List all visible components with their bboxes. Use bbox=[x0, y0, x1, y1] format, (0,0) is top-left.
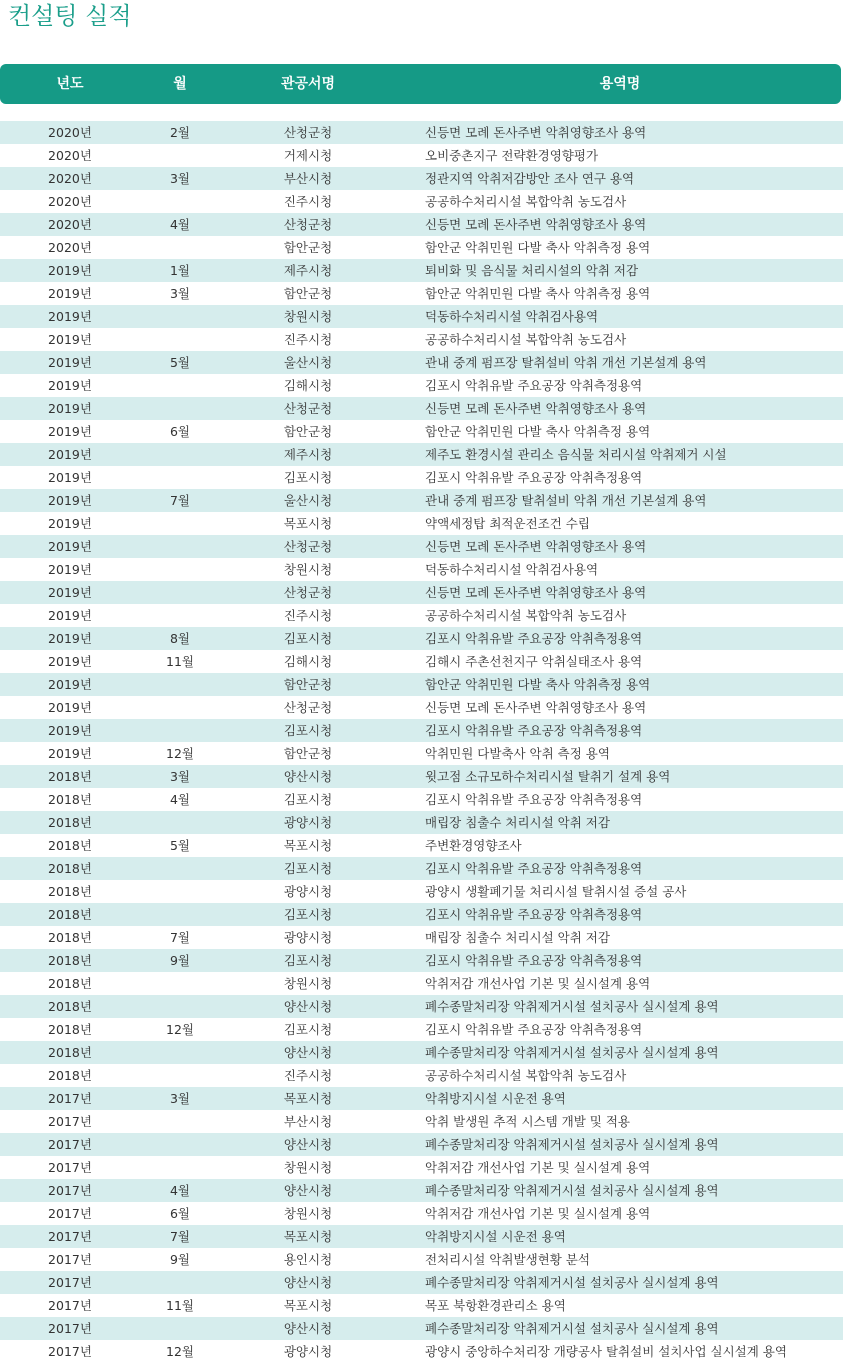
header-year: 년도 bbox=[56, 76, 84, 92]
cell-project: 공공하수처리시설 복합악취 농도검사 bbox=[425, 1068, 627, 1083]
table-row bbox=[0, 213, 843, 236]
cell-month: 3월 bbox=[169, 769, 191, 784]
table-row bbox=[0, 558, 843, 581]
header-project: 용역명 bbox=[599, 76, 641, 92]
cell-office: 용인시청 bbox=[283, 1252, 333, 1267]
cell-office: 양산시청 bbox=[283, 1321, 333, 1336]
cell-year: 2019년 bbox=[48, 654, 92, 669]
header-month: 월 bbox=[173, 76, 187, 92]
cell-project: 정관지역 악취저감방안 조사 연구 용역 bbox=[425, 171, 635, 186]
cell-office: 김포시청 bbox=[283, 470, 333, 485]
cell-project: 함안군 악취민원 다발 축사 악취측정 용역 bbox=[425, 677, 651, 692]
table-row bbox=[0, 489, 843, 512]
cell-year: 2020년 bbox=[48, 125, 92, 140]
cell-year: 2017년 bbox=[48, 1183, 92, 1198]
cell-office: 함안군청 bbox=[283, 677, 333, 692]
table-row bbox=[0, 604, 843, 627]
cell-year: 2019년 bbox=[48, 470, 92, 485]
cell-year: 2019년 bbox=[48, 608, 92, 623]
cell-year: 2017년 bbox=[48, 1114, 92, 1129]
table-row bbox=[0, 696, 843, 719]
cell-month: 5월 bbox=[169, 355, 191, 370]
cell-project: 함안군 악취민원 다발 축사 악취측정 용역 bbox=[425, 424, 651, 439]
cell-year: 2019년 bbox=[48, 355, 92, 370]
cell-year: 2019년 bbox=[48, 746, 92, 761]
cell-year: 2020년 bbox=[48, 148, 92, 163]
table-row bbox=[0, 236, 843, 259]
cell-project: 김포시 악취유발 주요공장 악취측정용역 bbox=[425, 631, 643, 646]
table-row bbox=[0, 1133, 843, 1156]
table-row bbox=[0, 167, 843, 190]
table-row bbox=[0, 305, 843, 328]
cell-office: 김포시청 bbox=[283, 723, 333, 738]
cell-project: 신등면 모례 돈사주변 악취영향조사 용역 bbox=[425, 217, 647, 232]
cell-office: 산청군청 bbox=[283, 217, 333, 232]
cell-office: 김포시청 bbox=[283, 953, 333, 968]
cell-project: 폐수종말처리장 악취제거시설 설치공사 실시설계 용역 bbox=[425, 1183, 719, 1198]
cell-project: 김포시 악취유발 주요공장 악취측정용역 bbox=[425, 861, 643, 876]
cell-month: 3월 bbox=[169, 286, 191, 301]
table-row bbox=[0, 374, 843, 397]
cell-project: 윗고점 소규모하수처리시설 탈취기 설계 용역 bbox=[425, 769, 671, 784]
cell-month: 4월 bbox=[169, 1183, 191, 1198]
cell-project: 악취저감 개선사업 기본 및 실시설계 용역 bbox=[425, 1160, 651, 1175]
cell-project: 김포시 악취유발 주요공장 악취측정용역 bbox=[425, 723, 643, 738]
cell-month: 6월 bbox=[169, 1206, 191, 1221]
cell-office: 양산시청 bbox=[283, 999, 333, 1014]
cell-office: 산청군청 bbox=[283, 585, 333, 600]
cell-office: 제주시청 bbox=[283, 263, 333, 278]
cell-project: 김포시 악취유발 주요공장 악취측정용역 bbox=[425, 1022, 643, 1037]
cell-project: 전처리시설 악취발생현황 분석 bbox=[425, 1252, 590, 1267]
table-row bbox=[0, 880, 843, 903]
cell-year: 2018년 bbox=[48, 1068, 92, 1083]
cell-month: 5월 bbox=[169, 838, 191, 853]
cell-project: 덕동하수처리시설 악취검사용역 bbox=[425, 309, 599, 324]
cell-year: 2017년 bbox=[48, 1298, 92, 1313]
cell-year: 2019년 bbox=[48, 562, 92, 577]
cell-project: 퇴비화 및 음식물 처리시설의 악취 저감 bbox=[425, 263, 639, 278]
table-row bbox=[0, 926, 843, 949]
table-row bbox=[0, 535, 843, 558]
cell-project: 공공하수처리시설 복합악취 농도검사 bbox=[425, 194, 627, 209]
cell-year: 2020년 bbox=[48, 194, 92, 209]
table-row bbox=[0, 903, 843, 926]
table-row bbox=[0, 121, 843, 144]
cell-year: 2018년 bbox=[48, 930, 92, 945]
cell-project: 덕동하수처리시설 악취검사용역 bbox=[425, 562, 599, 577]
cell-month: 4월 bbox=[169, 217, 191, 232]
cell-office: 진주시청 bbox=[283, 1068, 333, 1083]
cell-project: 김포시 악취유발 주요공장 악취측정용역 bbox=[425, 470, 643, 485]
cell-year: 2020년 bbox=[48, 171, 92, 186]
cell-office: 창원시청 bbox=[283, 1206, 333, 1221]
cell-office: 진주시청 bbox=[283, 194, 333, 209]
cell-office: 진주시청 bbox=[283, 332, 333, 347]
cell-month: 11월 bbox=[166, 1298, 194, 1313]
table-row bbox=[0, 328, 843, 351]
cell-project: 악취방지시설 시운전 용역 bbox=[425, 1091, 566, 1106]
cell-year: 2019년 bbox=[48, 401, 92, 416]
cell-month: 12월 bbox=[166, 1344, 194, 1359]
cell-year: 2017년 bbox=[48, 1344, 92, 1359]
header-office: 관공서명 bbox=[280, 76, 336, 92]
table-row bbox=[0, 190, 843, 213]
cell-office: 진주시청 bbox=[283, 608, 333, 623]
cell-year: 2018년 bbox=[48, 792, 92, 807]
table-row bbox=[0, 1064, 843, 1087]
cell-year: 2019년 bbox=[48, 263, 92, 278]
cell-month: 7월 bbox=[169, 493, 191, 508]
cell-year: 2019년 bbox=[48, 631, 92, 646]
cell-office: 목포시청 bbox=[283, 1229, 333, 1244]
table-row bbox=[0, 673, 843, 696]
cell-year: 2019년 bbox=[48, 332, 92, 347]
cell-project: 폐수종말처리장 악취제거시설 설치공사 실시설계 용역 bbox=[425, 1321, 719, 1336]
cell-year: 2019년 bbox=[48, 677, 92, 692]
cell-year: 2018년 bbox=[48, 1045, 92, 1060]
cell-year: 2019년 bbox=[48, 493, 92, 508]
table-row bbox=[0, 627, 843, 650]
cell-project: 폐수종말처리장 악취제거시설 설치공사 실시설계 용역 bbox=[425, 1275, 719, 1290]
cell-year: 2017년 bbox=[48, 1275, 92, 1290]
cell-project: 신등면 모례 돈사주변 악취영향조사 용역 bbox=[425, 539, 647, 554]
cell-year: 2017년 bbox=[48, 1091, 92, 1106]
cell-year: 2019년 bbox=[48, 447, 92, 462]
table-row bbox=[0, 443, 843, 466]
table-row bbox=[0, 1179, 843, 1202]
cell-month: 8월 bbox=[169, 631, 191, 646]
cell-year: 2019년 bbox=[48, 700, 92, 715]
cell-office: 양산시청 bbox=[283, 1183, 333, 1198]
cell-year: 2018년 bbox=[48, 976, 92, 991]
cell-month: 12월 bbox=[166, 746, 194, 761]
cell-project: 폐수종말처리장 악취제거시설 설치공사 실시설계 용역 bbox=[425, 1137, 719, 1152]
cell-office: 창원시청 bbox=[283, 562, 333, 577]
cell-project: 악취저감 개선사업 기본 및 실시설계 용역 bbox=[425, 976, 651, 991]
table-row bbox=[0, 282, 843, 305]
cell-project: 오비중촌지구 전략환경영향평가 bbox=[425, 148, 599, 163]
cell-office: 함안군청 bbox=[283, 424, 333, 439]
cell-year: 2019년 bbox=[48, 378, 92, 393]
cell-office: 함안군청 bbox=[283, 240, 333, 255]
cell-office: 부산시청 bbox=[283, 1114, 333, 1129]
cell-project: 매립장 침출수 처리시설 악취 저감 bbox=[425, 815, 610, 830]
cell-office: 김포시청 bbox=[283, 861, 333, 876]
cell-year: 2020년 bbox=[48, 240, 92, 255]
cell-year: 2018년 bbox=[48, 1022, 92, 1037]
table-row bbox=[0, 1110, 843, 1133]
cell-year: 2017년 bbox=[48, 1137, 92, 1152]
cell-office: 광양시청 bbox=[283, 930, 333, 945]
cell-office: 김포시청 bbox=[283, 792, 333, 807]
cell-year: 2017년 bbox=[48, 1321, 92, 1336]
cell-project: 광양시 생활폐기물 처리시설 탈취시설 증설 공사 bbox=[425, 884, 687, 899]
cell-year: 2017년 bbox=[48, 1229, 92, 1244]
cell-office: 창원시청 bbox=[283, 309, 333, 324]
cell-office: 제주시청 bbox=[283, 447, 333, 462]
cell-year: 2019년 bbox=[48, 286, 92, 301]
cell-office: 함안군청 bbox=[283, 746, 333, 761]
table-header bbox=[0, 64, 841, 104]
table-row bbox=[0, 1248, 843, 1271]
cell-project: 신등면 모례 돈사주변 악취영향조사 용역 bbox=[425, 125, 647, 140]
cell-office: 목포시청 bbox=[283, 516, 333, 531]
cell-year: 2019년 bbox=[48, 309, 92, 324]
page-title: 컨설팅 실적 bbox=[8, 2, 132, 30]
table-row bbox=[0, 512, 843, 535]
cell-project: 주변환경영향조사 bbox=[425, 838, 522, 853]
cell-year: 2019년 bbox=[48, 516, 92, 531]
cell-month: 7월 bbox=[169, 1229, 191, 1244]
cell-month: 11월 bbox=[166, 654, 194, 669]
cell-project: 악취민원 다발축사 악취 측정 용역 bbox=[425, 746, 610, 761]
cell-office: 산청군청 bbox=[283, 401, 333, 416]
cell-office: 김포시청 bbox=[283, 1022, 333, 1037]
table-row bbox=[0, 995, 843, 1018]
cell-project: 제주도 환경시설 관리소 음식물 처리시설 악취제거 시설 bbox=[425, 447, 727, 462]
cell-project: 김포시 악취유발 주요공장 악취측정용역 bbox=[425, 953, 643, 968]
table-row bbox=[0, 834, 843, 857]
table-row bbox=[0, 351, 843, 374]
table-row bbox=[0, 1018, 843, 1041]
cell-year: 2019년 bbox=[48, 424, 92, 439]
cell-project: 악취 발생원 추적 시스템 개발 및 적용 bbox=[425, 1114, 630, 1129]
cell-office: 김해시청 bbox=[283, 654, 333, 669]
cell-office: 목포시청 bbox=[283, 838, 333, 853]
table-row bbox=[0, 1294, 843, 1317]
cell-office: 산청군청 bbox=[283, 539, 333, 554]
cell-month: 9월 bbox=[169, 1252, 191, 1267]
cell-office: 함안군청 bbox=[283, 286, 333, 301]
cell-year: 2018년 bbox=[48, 953, 92, 968]
cell-project: 광양시 중앙하수처리장 개량공사 탈취설비 설치사업 실시설계 용역 bbox=[425, 1344, 787, 1359]
table-row bbox=[0, 466, 843, 489]
cell-year: 2018년 bbox=[48, 999, 92, 1014]
table-row bbox=[0, 397, 843, 420]
cell-year: 2018년 bbox=[48, 861, 92, 876]
cell-office: 산청군청 bbox=[283, 700, 333, 715]
cell-month: 7월 bbox=[169, 930, 191, 945]
cell-office: 울산시청 bbox=[283, 355, 333, 370]
cell-office: 울산시청 bbox=[283, 493, 333, 508]
cell-project: 김해시 주촌선천지구 악취실태조사 용역 bbox=[425, 654, 643, 669]
cell-project: 김포시 악취유발 주요공장 악취측정용역 bbox=[425, 792, 643, 807]
cell-office: 광양시청 bbox=[283, 815, 333, 830]
table-row bbox=[0, 1041, 843, 1064]
cell-year: 2018년 bbox=[48, 838, 92, 853]
cell-project: 관내 중계 펌프장 탈취설비 악취 개선 기본설계 용역 bbox=[425, 355, 707, 370]
cell-year: 2018년 bbox=[48, 907, 92, 922]
cell-office: 양산시청 bbox=[283, 769, 333, 784]
table-row bbox=[0, 1271, 843, 1294]
cell-office: 부산시청 bbox=[283, 171, 333, 186]
cell-month: 9월 bbox=[169, 953, 191, 968]
cell-office: 산청군청 bbox=[283, 125, 333, 140]
cell-project: 악취방지시설 시운전 용역 bbox=[425, 1229, 566, 1244]
cell-project: 약액세정탑 최적운전조건 수립 bbox=[425, 516, 590, 531]
table-row bbox=[0, 719, 843, 742]
cell-month: 2월 bbox=[169, 125, 191, 140]
cell-project: 신등면 모례 돈사주변 악취영향조사 용역 bbox=[425, 700, 647, 715]
cell-project: 함안군 악취민원 다발 축사 악취측정 용역 bbox=[425, 286, 651, 301]
cell-year: 2017년 bbox=[48, 1160, 92, 1175]
table-row bbox=[0, 972, 843, 995]
cell-month: 12월 bbox=[166, 1022, 194, 1037]
cell-year: 2019년 bbox=[48, 585, 92, 600]
table-row bbox=[0, 742, 843, 765]
cell-office: 광양시청 bbox=[283, 884, 333, 899]
table-row bbox=[0, 811, 843, 834]
table-row bbox=[0, 765, 843, 788]
table-row bbox=[0, 788, 843, 811]
cell-month: 3월 bbox=[169, 171, 191, 186]
cell-office: 목포시청 bbox=[283, 1298, 333, 1313]
table-row bbox=[0, 1317, 843, 1340]
cell-month: 4월 bbox=[169, 792, 191, 807]
cell-year: 2019년 bbox=[48, 539, 92, 554]
cell-year: 2017년 bbox=[48, 1252, 92, 1267]
cell-office: 양산시청 bbox=[283, 1045, 333, 1060]
cell-project: 악취저감 개선사업 기본 및 실시설계 용역 bbox=[425, 1206, 651, 1221]
cell-year: 2019년 bbox=[48, 723, 92, 738]
cell-year: 2018년 bbox=[48, 769, 92, 784]
cell-year: 2020년 bbox=[48, 217, 92, 232]
cell-office: 광양시청 bbox=[283, 1344, 333, 1359]
cell-office: 김포시청 bbox=[283, 631, 333, 646]
cell-project: 목포 북항환경관리소 용역 bbox=[425, 1298, 566, 1313]
cell-project: 신등면 모례 돈사주변 악취영향조사 용역 bbox=[425, 585, 647, 600]
table-row bbox=[0, 1156, 843, 1179]
cell-project: 공공하수처리시설 복합악취 농도검사 bbox=[425, 332, 627, 347]
cell-office: 양산시청 bbox=[283, 1137, 333, 1152]
cell-project: 매립장 침출수 처리시설 악취 저감 bbox=[425, 930, 610, 945]
cell-office: 거제시청 bbox=[283, 148, 333, 163]
cell-year: 2017년 bbox=[48, 1206, 92, 1221]
table-row bbox=[0, 144, 843, 167]
cell-year: 2018년 bbox=[48, 884, 92, 899]
table-row bbox=[0, 420, 843, 443]
cell-office: 목포시청 bbox=[283, 1091, 333, 1106]
cell-project: 김포시 악취유발 주요공장 악취측정용역 bbox=[425, 378, 643, 393]
table-row bbox=[0, 1087, 843, 1110]
cell-month: 1월 bbox=[169, 263, 191, 278]
cell-office: 김해시청 bbox=[283, 378, 333, 393]
cell-project: 신등면 모례 돈사주변 악취영향조사 용역 bbox=[425, 401, 647, 416]
cell-project: 관내 중계 펌프장 탈취설비 악취 개선 기본설계 용역 bbox=[425, 493, 707, 508]
table-row bbox=[0, 949, 843, 972]
cell-project: 공공하수처리시설 복합악취 농도검사 bbox=[425, 608, 627, 623]
cell-office: 창원시청 bbox=[283, 976, 333, 991]
cell-month: 6월 bbox=[169, 424, 191, 439]
table-row bbox=[0, 1202, 843, 1225]
table-row bbox=[0, 650, 843, 673]
table-row bbox=[0, 1225, 843, 1248]
cell-project: 함안군 악취민원 다발 축사 악취측정 용역 bbox=[425, 240, 651, 255]
cell-year: 2018년 bbox=[48, 815, 92, 830]
cell-office: 창원시청 bbox=[283, 1160, 333, 1175]
table-body bbox=[0, 121, 843, 1363]
table-row bbox=[0, 857, 843, 880]
cell-month: 3월 bbox=[169, 1091, 191, 1106]
table-row bbox=[0, 259, 843, 282]
cell-office: 양산시청 bbox=[283, 1275, 333, 1290]
cell-project: 폐수종말처리장 악취제거시설 설치공사 실시설계 용역 bbox=[425, 1045, 719, 1060]
cell-project: 김포시 악취유발 주요공장 악취측정용역 bbox=[425, 907, 643, 922]
cell-office: 김포시청 bbox=[283, 907, 333, 922]
table-row bbox=[0, 581, 843, 604]
cell-project: 폐수종말처리장 악취제거시설 설치공사 실시설계 용역 bbox=[425, 999, 719, 1014]
